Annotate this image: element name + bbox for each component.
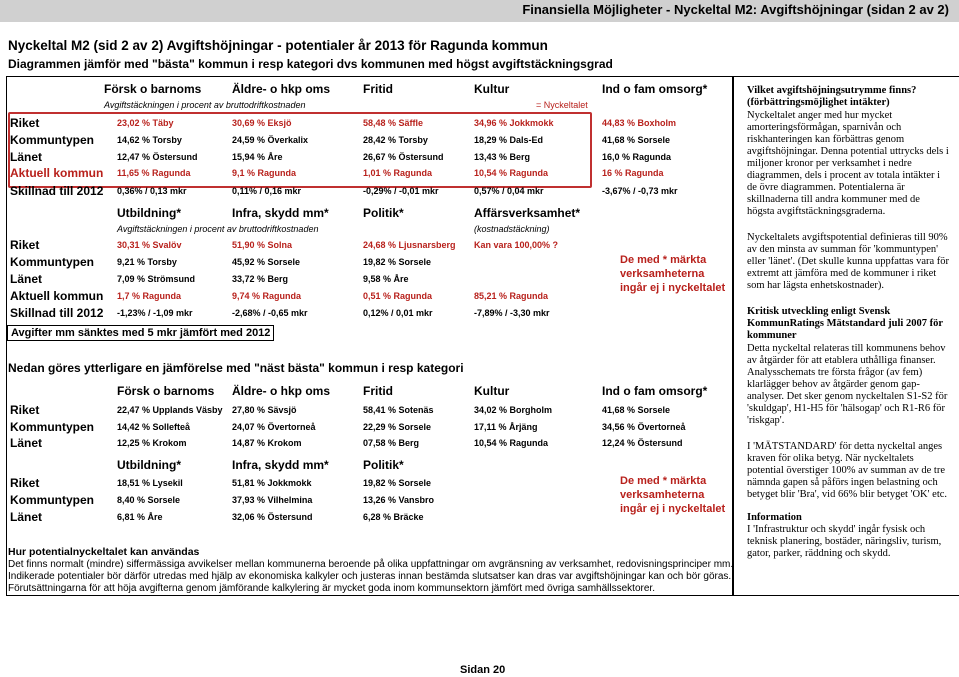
value-cell: 22,47 % Upplands Väsby bbox=[117, 405, 223, 415]
value-cell: 24,07 % Övertorneå bbox=[232, 422, 316, 432]
paragraph-line: 'skuldgap', H1-H5 för 'hälsogap' och R1-R6 för bbox=[747, 403, 945, 414]
value-cell: Kan vara 100,00% ? bbox=[474, 240, 559, 250]
value-cell: 19,82 % Sorsele bbox=[363, 257, 432, 267]
nyckeltalet-legend: = Nyckeltalet bbox=[536, 100, 588, 110]
value-cell: -7,89% / -3,30 mkr bbox=[474, 308, 550, 318]
paragraph-line: Nyckeltalet anger med hur mycket bbox=[747, 110, 893, 121]
paragraph-line: diagrammen, dels i procent av totala intäkter i bbox=[747, 170, 941, 181]
value-cell: 17,11 % Årjäng bbox=[474, 422, 538, 432]
rating-title: kommuner bbox=[747, 330, 797, 341]
value-cell: 8,40 % Sorsele bbox=[117, 495, 181, 505]
value-cell: 44,83 % Boxholm bbox=[602, 118, 677, 128]
value-cell: 58,41 % Sotenäs bbox=[363, 405, 434, 415]
value-cell: 13,26 % Vansbro bbox=[363, 495, 435, 505]
value-cell: 34,02 % Borgholm bbox=[474, 405, 553, 415]
row-label: Kommuntypen bbox=[10, 420, 94, 434]
value-cell: 28,42 % Torsby bbox=[363, 135, 428, 145]
page-number: Sidan 20 bbox=[460, 664, 506, 676]
paragraph-line: avgiftshöjningar. Denna potential uttrycks dels i bbox=[747, 146, 949, 157]
col-header: Infra, skydd mm* bbox=[232, 458, 329, 472]
value-cell: 58,48 % Säffle bbox=[363, 118, 424, 128]
value-cell: 45,92 % Sorsele bbox=[232, 257, 301, 267]
sub-heading: Diagrammen jämför med "bästa" kommun i resp kategori dvs kommunen med högst avgiftstäckningsgrad bbox=[8, 57, 613, 71]
value-cell: 11,65 % Ragunda bbox=[117, 168, 191, 178]
fee-reduction-callout: Avgifter mm sänktes med 5 mkr jämfört med 2012 bbox=[7, 325, 274, 341]
value-cell: 9,58 % Åre bbox=[363, 274, 409, 284]
paragraph-line: teknisk planering, bostäder, näringsliv, turism, bbox=[747, 536, 942, 547]
value-cell: 0,12% / 0,01 mkr bbox=[363, 308, 433, 318]
paragraph-line: kraven för olika betyg. När nyckeltalets bbox=[747, 453, 914, 464]
value-cell: 24,68 % Ljusnarsberg bbox=[363, 240, 456, 250]
value-cell: 1,7 % Ragunda bbox=[117, 291, 182, 301]
value-cell: 14,42 % Sollefteå bbox=[117, 422, 191, 432]
value-cell: 12,24 % Östersund bbox=[602, 438, 683, 448]
excluded-note: De med * märkta verksamheterna ingår ej i nyckeltalet bbox=[620, 254, 726, 294]
value-cell: 0,57% / 0,04 mkr bbox=[474, 186, 544, 196]
col-header: Fritid bbox=[363, 82, 393, 96]
info-title: Information bbox=[747, 512, 802, 523]
value-cell: 14,87 % Krokom bbox=[232, 438, 302, 448]
paragraph-line: skillnaderna till andra kommuner med de bbox=[747, 194, 920, 205]
value-cell: -3,67% / -0,73 mkr bbox=[602, 186, 678, 196]
col-header: Politik* bbox=[363, 458, 404, 472]
col-header: Affärsverksamhet* bbox=[474, 206, 581, 220]
page-header-title: Finansiella Möjligheter - Nyckeltal M2: Avgiftshöjningar (sidan 2 av 2) bbox=[522, 2, 949, 17]
col-header: Försk o barnoms bbox=[104, 82, 202, 96]
rating-title: KommunRatings Mätstandard juli 2007 för bbox=[747, 318, 944, 329]
col-header: Äldre- o hkp oms bbox=[232, 82, 331, 96]
value-cell: 33,72 % Berg bbox=[232, 274, 289, 284]
row-label: Skillnad till 2012 bbox=[10, 306, 104, 320]
value-cell: 32,06 % Östersund bbox=[232, 512, 313, 522]
value-cell: -2,68% / -0,65 mkr bbox=[232, 308, 308, 318]
col-header: Försk o barnoms bbox=[117, 384, 215, 398]
excluded-note: De med * märkta verksamheterna ingår ej i nyckeltalet bbox=[620, 475, 726, 515]
value-cell: -1,23% / -1,09 mkr bbox=[117, 308, 193, 318]
paragraph-line: högsta avgiftstäckningsgraderna. bbox=[747, 206, 886, 217]
paragraph-line: betyget blir 'Bra', vid 66% blir betyget 'OK' etc. bbox=[747, 489, 948, 500]
value-cell: 51,81 % Jokkmokk bbox=[232, 478, 312, 488]
value-cell: 6,28 % Bräcke bbox=[363, 512, 424, 522]
main-heading: Nyckeltal M2 (sid 2 av 2) Avgiftshöjningar - potentialer år 2013 för Ragunda kommun bbox=[8, 38, 548, 53]
value-cell: 07,58 % Berg bbox=[363, 438, 420, 448]
value-cell: 30,31 % Svalöv bbox=[117, 240, 182, 250]
paragraph-line: miljoner kronor per verksamhet i nedre bbox=[747, 158, 912, 169]
paragraph-line: som har lägsta enhetskostnader). bbox=[747, 280, 885, 291]
row-label: Länet bbox=[10, 150, 43, 164]
section-title: Nedan göres ytterligare en jämförelse med "näst bästa" kommun i resp kategori bbox=[8, 361, 464, 375]
col-header: Kultur bbox=[474, 384, 510, 398]
value-cell: 34,96 % Jokkmokk bbox=[474, 118, 554, 128]
value-cell: 9,1 % Ragunda bbox=[232, 168, 297, 178]
value-cell: 18,29 % Dals-Ed bbox=[474, 135, 544, 145]
subheader: Avgiftstäckningen i procent av bruttodriftkostnaden bbox=[117, 224, 319, 234]
value-cell: 34,56 % Övertorneå bbox=[602, 422, 686, 432]
col-header: Fritid bbox=[363, 384, 393, 398]
col-header: Äldre- o hkp oms bbox=[232, 384, 331, 398]
paragraph-line: Nyckeltalets avgiftspotential definieras till 90% bbox=[747, 232, 948, 243]
paragraph-line: I 'MÄTSTANDARD' för detta nyckeltal anges bbox=[747, 441, 943, 452]
subheader: Avgiftstäckningen i procent av bruttodriftkostnaden bbox=[104, 100, 306, 110]
row-label: Länet bbox=[10, 272, 43, 286]
value-cell: 16 % Ragunda bbox=[602, 168, 664, 178]
value-cell: 26,67 % Östersund bbox=[363, 152, 444, 162]
col-header: Utbildning* bbox=[117, 206, 181, 220]
value-cell: 0,51 % Ragunda bbox=[363, 291, 433, 301]
value-cell: 16,0 % Ragunda bbox=[602, 152, 672, 162]
col-header: Infra, skydd mm* bbox=[232, 206, 329, 220]
value-cell: 15,94 % Åre bbox=[232, 152, 283, 162]
paragraph-line: nämnda gapen så påförs ingen belastning och bbox=[747, 477, 938, 488]
row-label: Aktuell kommun bbox=[10, 289, 104, 303]
col-header: Utbildning* bbox=[117, 458, 181, 472]
value-cell: -0,29% / -0,01 mkr bbox=[363, 186, 439, 196]
row-label: Kommuntypen bbox=[10, 493, 94, 507]
paragraph-line: av åtgärder för att etablera uthålliga finanser. bbox=[747, 355, 936, 366]
paragraph-line: amorteringsförmågan, sparnivån och bbox=[747, 122, 902, 133]
row-label: Riket bbox=[10, 476, 40, 490]
value-cell: 10,54 % Ragunda bbox=[474, 438, 549, 448]
paragraph-line: analyser. Det sker genom nyckeltalen S1-S2 för bbox=[747, 391, 948, 402]
usage-title: Hur potentialnyckeltalet kan användas bbox=[8, 546, 200, 558]
usage-line: Det finns normalt (mindre) siffermässiga avvikelser mellan kommunerna beroende på olika uppfattningar om avgränsning av verksamhet, redovisningsprinciper mm. bbox=[8, 559, 734, 570]
usage-line: Förutsättningarna för att höja avgifterna genom jämförande kalkylering är mycket goda inom kommunsektorn jämfört med övriga samhällssektorer. bbox=[8, 583, 655, 594]
row-label: Riket bbox=[10, 403, 40, 417]
value-cell: 23,02 % Täby bbox=[117, 118, 174, 128]
value-cell: 30,69 % Eksjö bbox=[232, 118, 292, 128]
row-label: Riket bbox=[10, 116, 40, 130]
value-cell: 12,47 % Östersund bbox=[117, 152, 198, 162]
value-cell: 6,81 % Åre bbox=[117, 512, 163, 522]
value-cell: 41,68 % Sorsele bbox=[602, 405, 671, 415]
row-label: Kommuntypen bbox=[10, 255, 94, 269]
row-label: Länet bbox=[10, 510, 43, 524]
col-header: Ind o fam omsorg* bbox=[602, 384, 708, 398]
value-cell: 37,93 % Vilhelmina bbox=[232, 495, 313, 505]
paragraph-line: eller 'länet'. (Det skulle kunna uppfattas vara för bbox=[747, 256, 950, 267]
paragraph-line: gator, parker, räddning och skydd. bbox=[747, 548, 891, 559]
paragraph-line: klarlägger behov av åtgärder genom gap- bbox=[747, 379, 920, 390]
value-cell: 1,01 % Ragunda bbox=[363, 168, 433, 178]
value-cell: 14,62 % Torsby bbox=[117, 135, 182, 145]
value-cell: 13,43 % Berg bbox=[474, 152, 531, 162]
value-cell: 27,80 % Sävsjö bbox=[232, 405, 297, 415]
paragraph-line: potential överstiger 100% av summan av de tre bbox=[747, 465, 945, 476]
value-cell: 18,51 % Lysekil bbox=[117, 478, 183, 488]
paragraph-line: 'riskgap'. bbox=[747, 415, 785, 426]
value-cell: 0,36% / 0,13 mkr bbox=[117, 186, 187, 196]
value-cell: 9,21 % Torsby bbox=[117, 257, 177, 267]
row-label: Länet bbox=[10, 436, 43, 450]
row-label: Aktuell kommun bbox=[10, 166, 104, 180]
row-label: Kommuntypen bbox=[10, 133, 94, 147]
col-header: Ind o fam omsorg* bbox=[602, 82, 708, 96]
value-cell: 10,54 % Ragunda bbox=[474, 168, 549, 178]
paragraph-line: de övre diagrammen. Potentialerna är bbox=[747, 182, 905, 193]
row-label: Riket bbox=[10, 238, 40, 252]
col-header: Kultur bbox=[474, 82, 510, 96]
col-header: Politik* bbox=[363, 206, 404, 220]
value-cell: 9,74 % Ragunda bbox=[232, 291, 302, 301]
value-cell: 85,21 % Ragunda bbox=[474, 291, 549, 301]
question-title: Vilket avgiftshöjningsutrymme finns? bbox=[747, 85, 917, 96]
value-cell: 41,68 % Sorsele bbox=[602, 135, 671, 145]
subheader-cost: (kostnadstäckning) bbox=[474, 224, 550, 234]
rating-title: Kritisk utveckling enligt Svensk bbox=[747, 306, 891, 317]
value-cell: 12,25 % Krokom bbox=[117, 438, 187, 448]
paragraph-line: av den minsta av summan för 'kommuntypen' bbox=[747, 244, 938, 255]
value-cell: 24,59 % Överkalix bbox=[232, 135, 309, 145]
paragraph-line: Detta nyckeltal relateras till kommunens behov bbox=[747, 343, 946, 354]
paragraph-line: riskhanteringen kan förbättras genom bbox=[747, 134, 905, 145]
value-cell: 7,09 % Strömsund bbox=[117, 274, 196, 284]
value-cell: 22,29 % Sorsele bbox=[363, 422, 432, 432]
paragraph-line: Analysschemats tre första frågor (av fem) bbox=[747, 367, 923, 378]
value-cell: 0,11% / 0,16 mkr bbox=[232, 186, 302, 196]
paragraph-line: I 'Infrastruktur och skydd' ingår fysisk och bbox=[747, 524, 926, 535]
value-cell: 19,82 % Sorsele bbox=[363, 478, 432, 488]
usage-line: Indikerade potentialer bör därför utredas med hjälp av ekonomiska kalkyler och justeras innan bestämda slutsatser kan dras var avgiftshöjningar kan och bör göras. bbox=[8, 571, 732, 582]
question-subtitle: (förbättringsmöjlighet intäkter) bbox=[747, 97, 890, 108]
row-label: Skillnad till 2012 bbox=[10, 184, 104, 198]
value-cell: 51,90 % Solna bbox=[232, 240, 293, 250]
paragraph-line: extremt att jämföra med de kommuner i riket bbox=[747, 268, 937, 279]
